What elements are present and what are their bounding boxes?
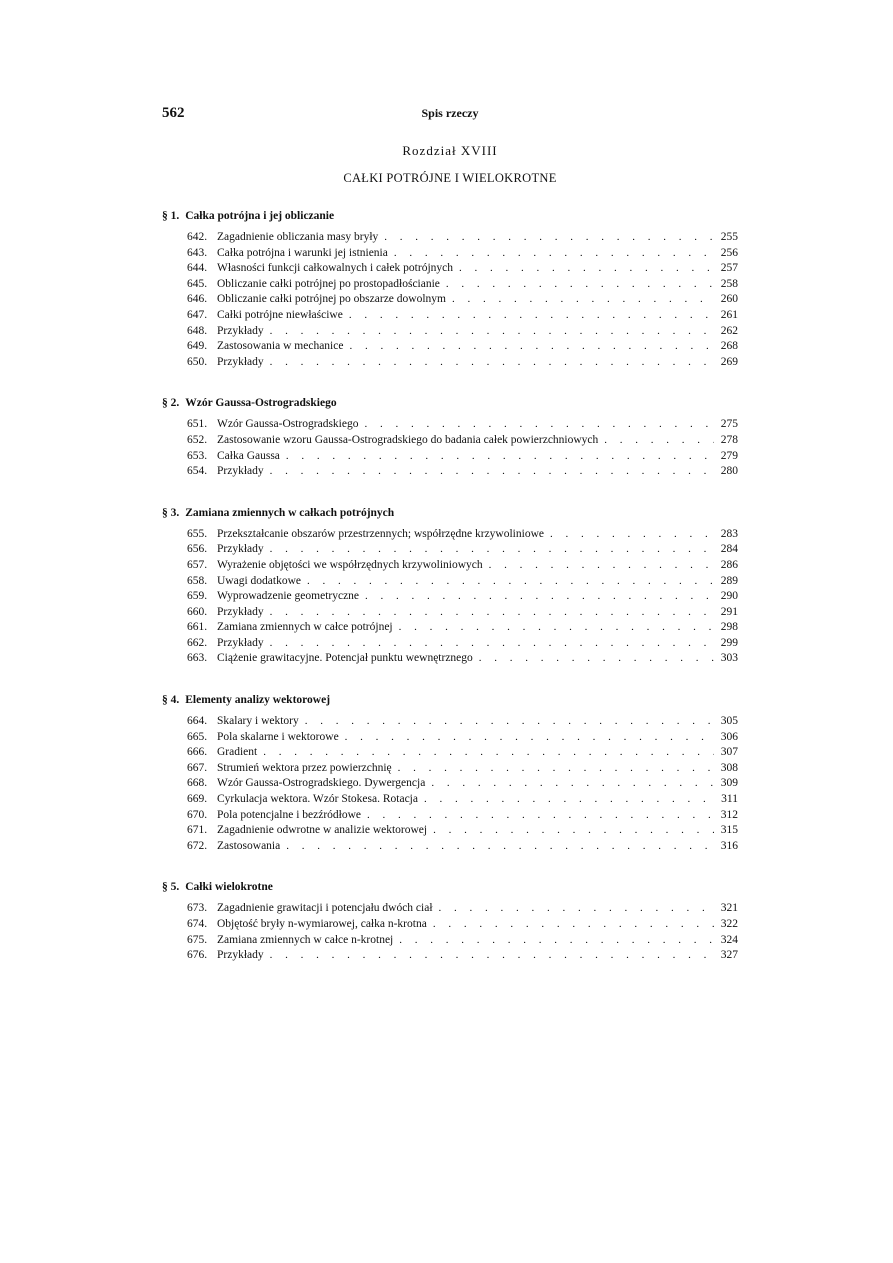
- entry-number: 649.: [187, 340, 208, 353]
- entry-page: 322: [720, 918, 738, 930]
- dot-leader: [305, 714, 714, 730]
- entry-page: 291: [720, 605, 738, 618]
- dot-leader: [364, 417, 714, 433]
- toc-section: [162, 692, 738, 854]
- entry-number: 653.: [187, 449, 208, 462]
- entry-number: 662.: [187, 636, 208, 649]
- entry-number: 674.: [187, 918, 208, 930]
- dot-leader: [394, 246, 714, 262]
- toc-entry: [162, 355, 738, 371]
- dot-leader: [433, 823, 714, 839]
- entry-number: 670.: [187, 808, 208, 821]
- section-heading: [162, 692, 738, 709]
- entry-title: Całki potrójne niewłaściwe: [217, 308, 343, 321]
- toc-entry: [162, 277, 738, 293]
- entry-page: 256: [720, 246, 738, 259]
- entry-number: 655.: [187, 527, 208, 540]
- entry-title: Zamiana zmiennych w całce n-krotnej: [217, 933, 394, 946]
- section-number: § 3.: [162, 506, 180, 519]
- section-number: § 1.: [162, 210, 180, 222]
- entry-number: 657.: [187, 558, 208, 571]
- entry-page: 315: [720, 824, 738, 837]
- entry-number: 647.: [187, 308, 208, 321]
- entry-title: Wzór Gaussa-Ostrogradskiego. Dywergencja: [217, 777, 426, 790]
- entry-title: Wyprowadzenie geometryczne: [217, 590, 360, 603]
- entry-page: 321: [720, 902, 738, 915]
- entry-number: 659.: [187, 590, 208, 603]
- toc-section: [162, 208, 738, 370]
- table-of-contents: [162, 208, 738, 989]
- entry-number: 650.: [187, 355, 208, 368]
- dot-leader: [399, 620, 714, 636]
- entry-title: Pola potencjalne i bezźródłowe: [217, 808, 362, 821]
- toc-entry: [162, 917, 738, 933]
- dot-leader: [604, 433, 714, 449]
- toc-entry: [162, 933, 738, 949]
- entry-number: 672.: [187, 839, 208, 852]
- entry-number: 661.: [187, 621, 208, 634]
- section-title: Zamiana zmiennych w całkach potrójnych: [185, 506, 395, 519]
- entry-title: Gradient: [217, 746, 258, 759]
- entry-page: 305: [720, 715, 738, 728]
- toc-entry: [162, 449, 738, 465]
- toc-entry: [162, 339, 738, 355]
- entry-page: 289: [720, 574, 738, 587]
- toc-entry: [162, 261, 738, 277]
- toc-entry: [162, 808, 738, 824]
- entry-number: 660.: [187, 605, 208, 618]
- toc-entry: [162, 324, 738, 340]
- entry-page: 284: [720, 543, 738, 556]
- section-title: Elementy analizy wektorowej: [185, 694, 331, 707]
- toc-entry: [162, 292, 738, 308]
- toc-entry: [162, 745, 738, 761]
- dot-leader: [270, 948, 714, 964]
- entry-page: 268: [720, 340, 738, 353]
- page-header: [162, 105, 738, 125]
- toc-entry: [162, 823, 738, 839]
- entry-number: 663.: [187, 652, 208, 665]
- dot-leader: [270, 636, 714, 652]
- dot-leader: [439, 901, 714, 917]
- dot-leader: [270, 464, 714, 480]
- dot-leader: [349, 308, 714, 324]
- toc-entry: [162, 542, 738, 558]
- entry-title: Zagadnienie grawitacji i potencjału dwóch ciał: [217, 902, 433, 915]
- dot-leader: [489, 558, 714, 574]
- section-title: Całki wielokrotne: [185, 881, 273, 894]
- section-title: Całka potrójna i jej obliczanie: [185, 210, 335, 222]
- entry-title: Uwagi dodatkowe: [217, 574, 301, 587]
- entry-page: 275: [720, 418, 738, 431]
- entry-page: 262: [720, 324, 738, 337]
- entry-number: 651.: [187, 418, 208, 431]
- entry-page: 298: [720, 621, 738, 634]
- entry-page: 309: [720, 777, 738, 790]
- section-number: § 2.: [162, 397, 180, 410]
- dot-leader: [349, 339, 714, 355]
- entry-title: Zagadnienie obliczania masy bryły: [217, 231, 379, 243]
- entry-page: 299: [720, 636, 738, 649]
- dot-leader: [270, 605, 714, 621]
- entry-number: 668.: [187, 777, 208, 790]
- toc-entry: [162, 714, 738, 730]
- dot-leader: [399, 933, 714, 949]
- entry-title: Zastosowania w mechanice: [217, 340, 344, 353]
- entry-title: Własności funkcji całkowalnych i całek potrójnych: [217, 262, 453, 275]
- toc-entry: [162, 246, 738, 262]
- dot-leader: [398, 761, 714, 777]
- toc-entry: [162, 636, 738, 652]
- entry-page: 279: [720, 449, 738, 462]
- entry-number: 654.: [187, 465, 208, 478]
- toc-entry: [162, 839, 738, 855]
- dot-leader: [446, 277, 714, 293]
- dot-leader: [286, 449, 714, 465]
- chapter-title: CAŁKI POTRÓJNE I WIELOKROTNE: [343, 171, 557, 185]
- entry-title: Przykłady: [217, 465, 264, 478]
- toc-entry: [162, 574, 738, 590]
- page-number: 562: [162, 105, 185, 121]
- toc-section: [162, 879, 738, 963]
- toc-entry: [162, 589, 738, 605]
- chapter-label: Rozdział XVIII: [402, 143, 498, 158]
- entry-page: 286: [720, 558, 738, 571]
- dot-leader: [263, 745, 714, 761]
- entry-page: 308: [720, 761, 738, 774]
- toc-entry: [162, 605, 738, 621]
- entry-title: Przykłady: [217, 949, 264, 962]
- section-number: § 5.: [162, 881, 180, 894]
- entry-title: Przykłady: [217, 543, 264, 556]
- entry-page: 324: [720, 933, 738, 946]
- entry-title: Wzór Gaussa-Ostrogradskiego: [217, 418, 359, 431]
- toc-entry: [162, 308, 738, 324]
- dot-leader: [270, 355, 714, 371]
- entry-page: 327: [720, 949, 738, 962]
- entry-title: Zagadnienie odwrotne w analizie wektorowej: [217, 824, 428, 837]
- dot-leader: [270, 324, 714, 340]
- entry-title: Obliczanie całki potrójnej po prostopadłościanie: [217, 277, 440, 290]
- entry-page: 283: [720, 527, 738, 540]
- entry-page: 260: [720, 293, 738, 306]
- entry-title: Wyrażenie objętości we współrzędnych krzywoliniowych: [217, 558, 483, 571]
- dot-leader: [384, 230, 714, 246]
- entry-page: 269: [720, 355, 738, 368]
- entry-number: 675.: [187, 933, 208, 946]
- section-heading: [162, 879, 738, 896]
- entry-number: 671.: [187, 824, 208, 837]
- entry-number: 643.: [187, 246, 208, 259]
- entry-title: Zastosowania: [217, 839, 281, 852]
- entry-title: Przykłady: [217, 355, 264, 368]
- dot-leader: [431, 776, 714, 792]
- toc-entry: [162, 433, 738, 449]
- entry-title: Przykłady: [217, 605, 264, 618]
- entry-title: Całka Gaussa: [217, 449, 280, 462]
- entry-title: Cyrkulacja wektora. Wzór Stokesa. Rotacja: [217, 793, 418, 806]
- section-heading: [162, 208, 738, 225]
- entry-page: 255: [720, 231, 738, 243]
- section-title: Wzór Gaussa-Ostrogradskiego: [185, 397, 337, 410]
- entry-title: Przekształcanie obszarów przestrzennych; współrzędne krzywoliniowe: [217, 527, 544, 540]
- entry-title: Objętość bryły n-wymiarowej, całka n-krotna: [217, 918, 427, 930]
- toc-entry: [162, 464, 738, 480]
- entry-title: Całka potrójna i warunki jej istnienia: [217, 246, 388, 259]
- entry-number: 676.: [187, 949, 208, 962]
- entry-number: 648.: [187, 324, 208, 337]
- entry-title: Zastosowanie wzoru Gaussa-Ostrogradskiego do badania całek powierzchniowych: [217, 433, 599, 446]
- dot-leader: [550, 527, 714, 543]
- dot-leader: [424, 792, 714, 808]
- toc-entry: [162, 948, 738, 964]
- toc-entry: [162, 730, 738, 746]
- dot-leader: [479, 651, 714, 667]
- entry-page: 257: [720, 262, 738, 275]
- entry-page: 312: [720, 808, 738, 821]
- entry-number: 645.: [187, 277, 208, 290]
- toc-entry: [162, 792, 738, 808]
- toc-section: [162, 395, 738, 479]
- dot-leader: [286, 839, 714, 855]
- entry-number: 665.: [187, 730, 208, 743]
- entry-title: Przykłady: [217, 636, 264, 649]
- toc-entry: [162, 527, 738, 543]
- entry-title: Ciążenie grawitacyjne. Potencjał punktu wewnętrznego: [217, 652, 473, 665]
- entry-page: 306: [720, 730, 738, 743]
- entry-page: 261: [720, 308, 738, 321]
- dot-leader: [345, 730, 714, 746]
- entry-number: 658.: [187, 574, 208, 587]
- entry-title: Strumień wektora przez powierzchnię: [217, 761, 392, 774]
- toc-entry: [162, 230, 738, 246]
- entry-page: 258: [720, 277, 738, 290]
- dot-leader: [365, 589, 714, 605]
- entry-number: 656.: [187, 543, 208, 556]
- entry-number: 667.: [187, 761, 208, 774]
- dot-leader: [433, 917, 714, 933]
- toc-entry: [162, 620, 738, 636]
- dot-leader: [307, 574, 714, 590]
- entry-title: Pola skalarne i wektorowe: [217, 730, 339, 743]
- running-head: Spis rzeczy: [421, 106, 479, 120]
- entry-title: Obliczanie całki potrójnej po obszarze dowolnym: [217, 293, 446, 306]
- entry-page: 311: [721, 793, 738, 806]
- entry-number: 666.: [187, 746, 208, 759]
- section-heading: [162, 505, 738, 522]
- dot-leader: [367, 808, 714, 824]
- entry-page: 278: [720, 433, 738, 446]
- dot-leader: [459, 261, 714, 277]
- dot-leader: [452, 292, 714, 308]
- dot-leader: [270, 542, 714, 558]
- toc-entry: [162, 761, 738, 777]
- entry-page: 290: [720, 590, 738, 603]
- entry-title: Skalary i wektory: [217, 715, 299, 728]
- toc-entry: [162, 558, 738, 574]
- entry-number: 669.: [187, 793, 208, 806]
- entry-page: 316: [720, 839, 738, 852]
- toc-entry: [162, 901, 738, 917]
- entry-title: Przykłady: [217, 324, 264, 337]
- entry-page: 280: [720, 465, 738, 478]
- entry-number: 646.: [187, 293, 208, 306]
- toc-entry: [162, 417, 738, 433]
- toc-entry: [162, 651, 738, 667]
- entry-number: 673.: [187, 902, 208, 915]
- section-number: § 4.: [162, 694, 180, 707]
- entry-number: 664.: [187, 715, 208, 728]
- entry-number: 652.: [187, 433, 208, 446]
- entry-page: 303: [720, 652, 738, 665]
- toc-section: [162, 505, 738, 667]
- entry-title: Zamiana zmiennych w całce potrójnej: [217, 621, 393, 634]
- toc-entry: [162, 776, 738, 792]
- section-heading: [162, 395, 738, 412]
- entry-number: 642.: [187, 231, 208, 243]
- entry-page: 307: [720, 746, 738, 759]
- entry-number: 644.: [187, 262, 208, 275]
